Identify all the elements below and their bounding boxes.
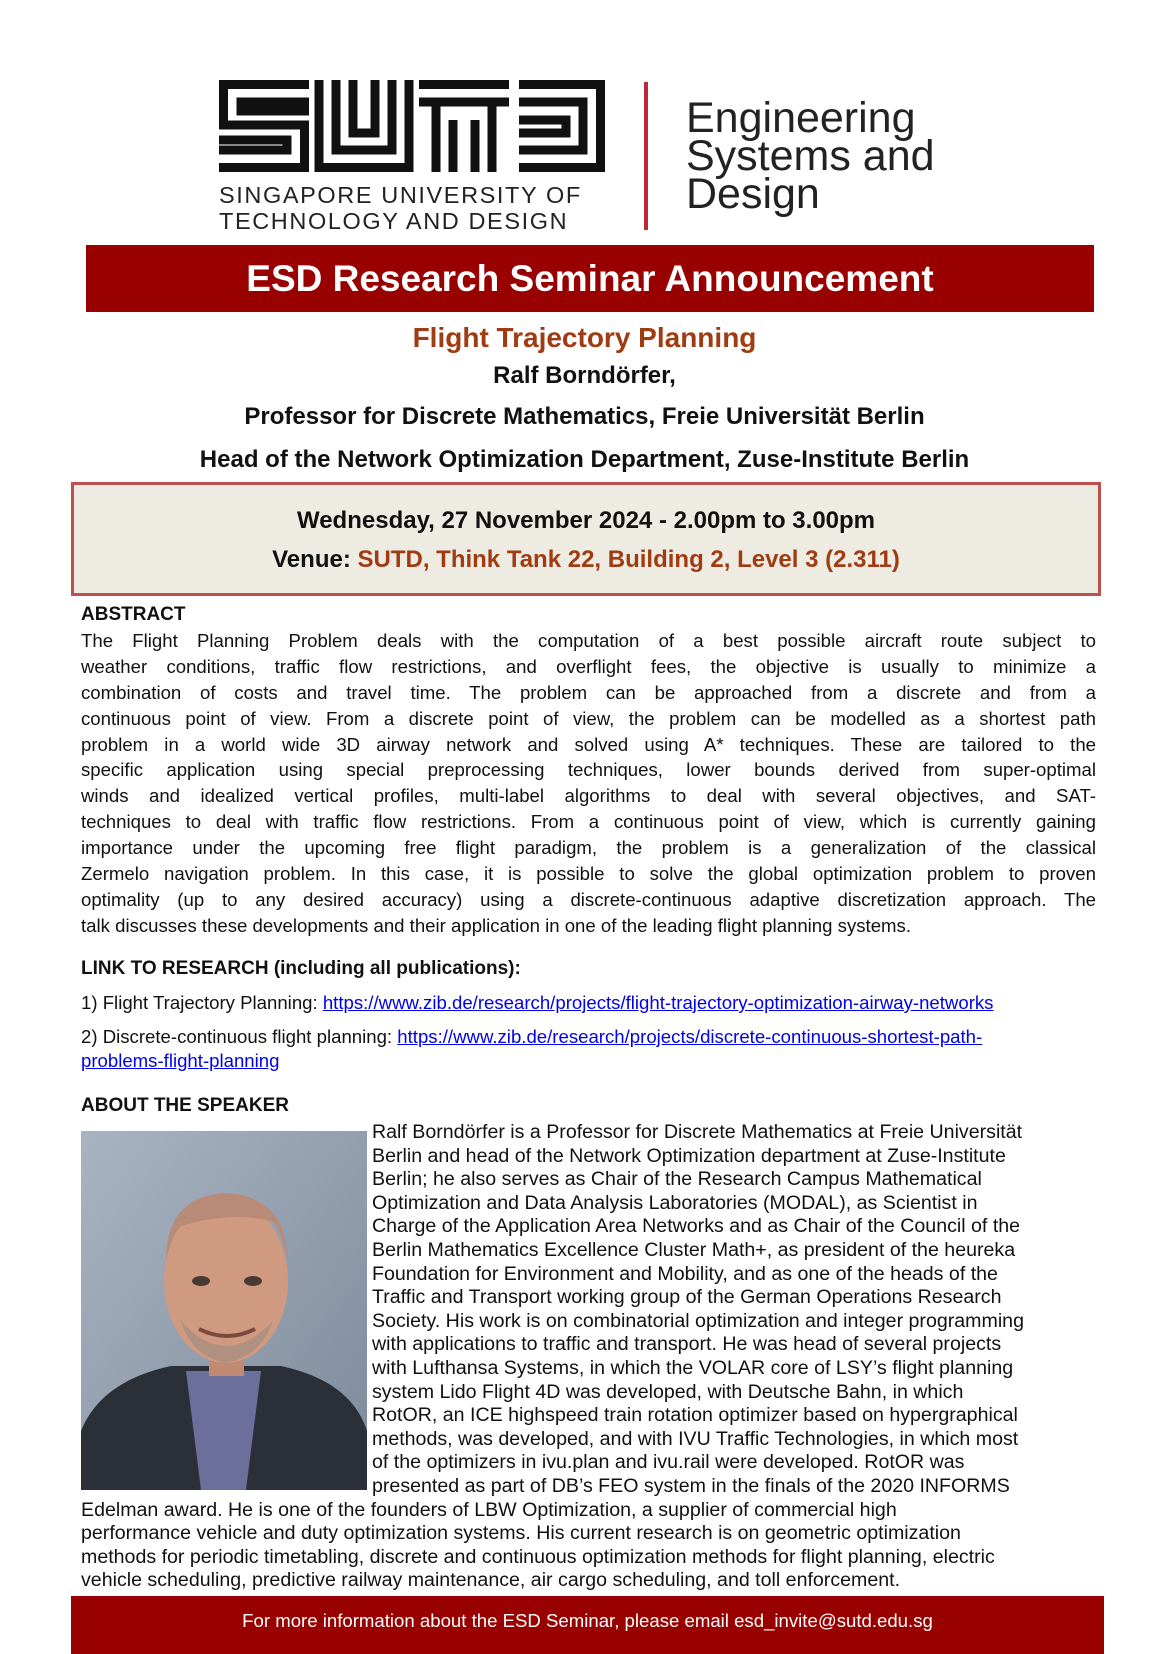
venue-value: SUTD, Think Tank 22, Building 2, Level 3 (2.311) [357,546,900,573]
abstract-line: importance under the upcoming free flight paradigm, the problem is a generalization of the classical [81,837,1096,859]
event-venue [74,546,1098,574]
link-item-2 [81,1026,982,1048]
bio-line: system Lido Flight 4D was developed, with Deutsche Bahn, in which [372,1380,964,1403]
abstract-line: specific application using special preprocessing techniques, lower bounds derived from super-optimal [81,759,1096,781]
university-name-line1: SINGAPORE UNIVERSITY OF [219,182,582,208]
link-label-2: 2) Discrete-continuous flight planning: [81,1026,398,1047]
abstract-line: combination of costs and travel time. The problem can be approached from a discrete and from a [81,681,1096,703]
bio-line: vehicle scheduling, predictive railway maintenance, air cargo scheduling, and toll enforcement. [81,1569,901,1592]
bio-line: presented as part of DB’s FEO system in the finals of the 2020 INFORMS [372,1475,1010,1497]
bio-line: Foundation for Environment and Mobility, and as one of the heads of the [372,1262,998,1285]
pillar-name-line3: Design [686,170,820,218]
bio-line: Berlin and head of the Network Optimization department at Zuse-Institute [372,1144,1006,1167]
venue-label: Venue: [272,546,358,573]
abstract-line: winds and idealized vertical profiles, multi-label algorithms to deal with several objectives, and SAT- [81,785,1096,807]
abstract-line: techniques to deal with traffic flow restrictions. From a continuous point of view, which is currently gaining [81,811,1096,833]
link-item-1 [81,992,993,1014]
abstract-body [81,628,1096,939]
abstract-line: Zermelo navigation problem. In this case, it is possible to solve the global optimization problem to proven [81,863,1096,885]
abstract-line: optimality (up to any desired accuracy) using a discrete-continuous adaptive discretization approach. The [81,888,1096,910]
abstract-line: weather conditions, traffic flow restrictions, and overflight fees, the objective is usually to minimize a [81,655,1096,677]
bio-line: Berlin Mathematics Excellence Cluster Math+, as president of the heureka [372,1239,1016,1261]
link-flight-trajectory[interactable]: https://www.zib.de/research/projects/flight-trajectory-optimization-airway-networks [322,992,994,1013]
link-discrete-continuous[interactable]: https://www.zib.de/research/projects/discrete-continuous-shortest-path- [397,1026,983,1047]
abstract-line: talk discusses these developments and their application in one of the leading flight planning systems. [81,914,911,936]
abstract-heading: ABSTRACT [81,604,186,625]
about-speaker-heading: ABOUT THE SPEAKER [81,1095,289,1116]
bio-line: Traffic and Transport working group of the German Operations Research [372,1286,1002,1309]
talk-title: Flight Trajectory Planning [412,322,757,353]
bio-line: Society. His work is on combinatorial optimization and integer programming [372,1309,1024,1332]
bio-line: RotOR, an ICE highspeed train rotation optimizer based on hypergraphical [372,1404,1018,1427]
logo-divider [644,82,648,230]
link-discrete-continuous-cont[interactable]: problems-flight-planning [81,1050,280,1071]
abstract-line: problem in a world wide 3D airway network and solved using A* techniques. These are tailored to the [81,733,1096,755]
link-item-2-cont [81,1050,279,1072]
speaker-photo [81,1131,367,1490]
links-heading: LINK TO RESEARCH (including all publications): [81,958,521,979]
bio-line: Edelman award. He is one of the founders of LBW Optimization, a supplier of commercial high [81,1498,897,1521]
bio-line: performance vehicle and duty optimization systems. His current research is on geometric optimization [81,1522,961,1545]
link-label-1: 1) Flight Trajectory Planning: [81,992,323,1013]
bio-line: with Lufthansa Systems, in which the VOLAR core of LSY’s flight planning [372,1357,1014,1379]
speaker-name: Ralf Borndörfer, [493,362,676,389]
speaker-affiliation-2: Head of the Network Optimization Department, Zuse-Institute Berlin [199,446,970,473]
bio-line: methods, was developed, and with IVU Traffic Technologies, in which most [372,1427,1019,1450]
bio-line: with applications to traffic and transport. He was head of several projects [372,1333,1002,1356]
announcement-banner: ESD Research Seminar Announcement [86,245,1094,312]
abstract-line: continuous point of view. From a discrete point of view, the problem can be modelled as a shortest path [81,707,1096,729]
footer-contact: For more information about the ESD Seminar, please email esd_invite@sutd.edu.sg [71,1596,1104,1654]
bio-line: of the optimizers in ivu.plan and ivu.rail were developed. RotOR was [372,1451,965,1474]
bio-line: methods for periodic timetabling, discrete and continuous optimization methods for flight planning, electric [81,1545,995,1568]
bio-line: Optimization and Data Analysis Laboratories (MODAL), as Scientist in [372,1191,978,1214]
event-details-box [71,482,1101,596]
abstract-line: The Flight Planning Problem deals with the computation of a best possible aircraft route subject to [81,630,1096,651]
bio-line: Ralf Borndörfer is a Professor for Discrete Mathematics at Freie Universität [372,1121,1023,1143]
bio-line: Charge of the Application Area Networks and as Chair of the Council of the [372,1215,1021,1238]
sutd-logo [219,80,605,172]
event-datetime: Wednesday, 27 November 2024 - 2.00pm to 3.00pm [296,507,876,534]
pillar-name-line1: Engineering [686,94,916,142]
bio-line: Berlin; he also serves as Chair of the Research Campus Mathematical [372,1168,982,1191]
pillar-name-line2: Systems and [686,132,935,180]
university-name-line2: TECHNOLOGY AND DESIGN [219,208,569,234]
speaker-affiliation-1: Professor for Discrete Mathematics, Freie Universität Berlin [244,403,925,430]
